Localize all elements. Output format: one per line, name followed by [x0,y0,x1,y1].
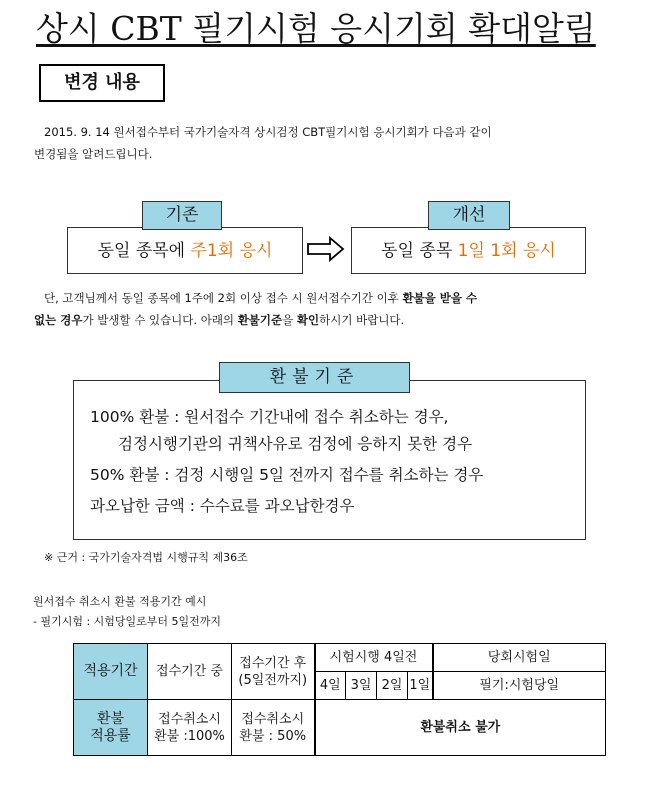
table-cell-after [232,644,315,700]
table-cell-day: 1일 [408,672,433,700]
after-text: 동일 종목 [381,241,458,261]
after-highlight: 1일 1회 응시 [457,241,556,261]
example-title: 원서접수 취소시 환불 적용기간 예시 [33,595,207,608]
table-cell-rate-100 [148,700,232,756]
notice-bold: 없는 경우 [34,313,83,327]
refund-line-1: 100% 환불 : 원서접수 기간내에 접수 취소하는 경우, [90,408,449,426]
notice-line-2 [34,309,404,331]
table-header-rate [74,700,148,756]
table-cell-after-line2: (5일전까지) [238,672,308,688]
intro-line-1: 2015. 9. 14 원서접수부터 국가기술자격 상시검정 CBT필기시험 응시기회가 다음과 같이 [44,125,492,139]
table-cell-day: 2일 [377,672,408,700]
section-label: 변경 내용 [39,64,165,102]
refund-line-4: 과오납한 금액 : 수수료를 과오납한경우 [90,497,355,515]
notice-text: 단, 고객님께서 동일 종목에 1주에 2회 이상 접수 시 원서접수기간 이후 [44,291,403,305]
table-cell-during: 접수기간 중 [148,644,232,700]
refund-line-3: 50% 환불 : 검정 시행일 5일 전까지 접수를 취소하는 경우 [90,466,484,484]
table-cell-rate-50-line2: 환불 : 50% [239,728,307,744]
table-header-period: 적용기간 [74,644,148,700]
before-box [67,227,303,274]
notice-text: 가 발생할 수 있습니다. 아래의 [82,313,238,327]
notice-bold: 확인 [296,313,320,327]
table-cell-exam-day-sub: 필기:시험당일 [433,672,606,700]
before-text: 동일 종목에 [97,241,191,261]
right-arrow-icon [306,235,346,263]
refund-criteria-box [73,380,586,540]
notice-line-1 [44,287,477,309]
table-cell-after-line1: 접수기간 후 [239,655,307,671]
table-header-rate-line2: 적용률 [90,727,131,744]
after-label: 개선 [428,201,510,230]
after-box [351,227,586,274]
notice-bold: 환불을 받을 수 [402,291,478,305]
table-cell-day: 3일 [346,672,377,700]
before-label: 기존 [142,201,222,230]
refund-period-table [73,643,606,756]
table-header-rate-line1: 환불 [96,710,125,727]
notice-bold: 환불기준 [237,313,283,327]
refund-line-2: 검정시행기관의 귀책사유로 검정에 응하지 못한 경우 [118,435,473,453]
table-cell-rate-50-line1: 접수취소시 [241,711,305,727]
table-cell-four-days: 시험시행 4일전 [315,644,433,672]
table-cell-rate-50 [232,700,315,756]
legal-basis: ※ 근거 : 국가기술자격법 시행규칙 제36조 [44,551,248,564]
before-highlight: 주1회 응시 [190,241,273,261]
refund-criteria-label: 환불기준 [219,362,410,393]
notice-text: 을 [282,313,297,327]
table-cell-exam-day: 당회시험일 [433,644,606,672]
table-cell-rate-100-line2: 환불 :100% [154,728,225,744]
page-title: 상시 CBT 필기시험 응시기회 확대알림 [36,9,596,48]
intro-line-2: 변경됨을 알려드립니다. [34,147,153,161]
table-cell-rate-100-line1: 접수취소시 [158,711,221,727]
notice-text: 하시기 바랍니다. [319,313,405,327]
table-cell-day: 4일 [315,672,346,700]
table-cell-no-refund: 환불취소 불가 [315,700,606,756]
example-subtitle: - 필기시험 : 시험당일로부터 5일전까지 [33,615,222,628]
